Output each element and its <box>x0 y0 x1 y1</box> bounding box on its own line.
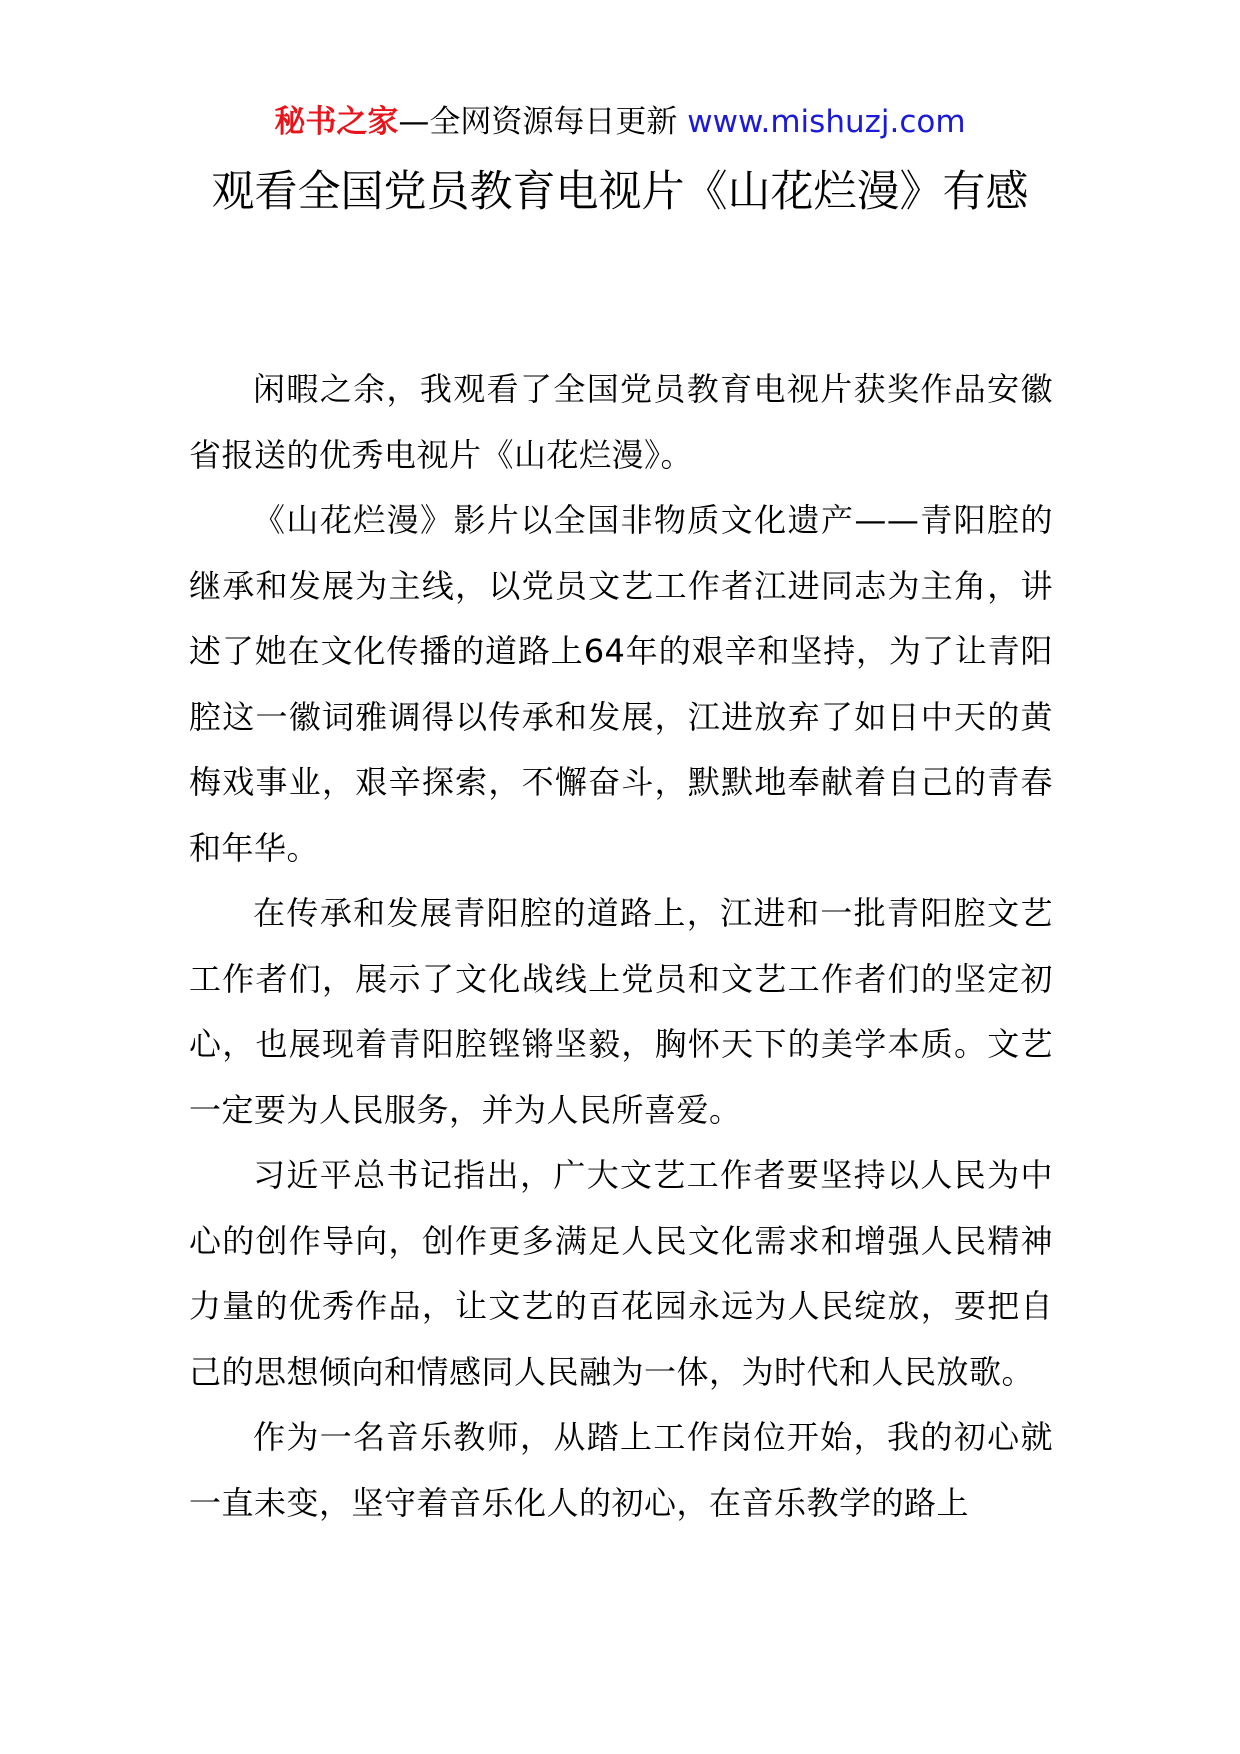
site-tagline: —全网资源每日更新 <box>398 104 678 140</box>
paragraph: 闲暇之余，我观看了全国党员教育电视片获奖作品安徽省报送的优秀电视片《山花烂漫》。 <box>189 370 1053 474</box>
document-title: 观看全国党员教育电视片《山花烂漫》有感 <box>211 167 1029 217</box>
site-url-link[interactable]: www.mishuzj.com <box>687 104 966 140</box>
site-brand: 秘书之家 <box>274 104 399 140</box>
paragraph: 《山花烂漫》影片以全国非物质文化遗产——青阳腔的继承和发展为主线，以党员文艺工作者江进同志为主角，讲述了她在文化传播的道路上64年的艰辛和坚持，为了让青阳腔这一徽词雅调得以传承和发展，江进放弃了如日中天的黄梅戏事业，艰辛探索，不懈奋斗，默默地奉献着自己的青春和年华。 <box>189 501 1053 867</box>
paragraph: 在传承和发展青阳腔的道路上，江进和一批青阳腔文艺工作者们，展示了文化战线上党员和文艺工作者们的坚定初心，也展现着青阳腔铿锵坚毅，胸怀天下的美学本质。文艺一定要为人民服务，并为人民所喜爱。 <box>189 894 1053 1129</box>
paragraph: 作为一名音乐教师，从踏上工作岗位开始，我的初心就一直未变，坚守着音乐化人的初心，在音乐教学的路上 <box>189 1418 1053 1522</box>
document-body <box>189 357 1053 1536</box>
site-header <box>0 100 1240 144</box>
paragraph: 习近平总书记指出，广大文艺工作者要坚持以人民为中心的创作导向，创作更多满足人民文化需求和增强人民精神力量的优秀作品，让文艺的百花园永远为人民绽放，要把自己的思想倾向和情感同人民融为一体，为时代和人民放歌。 <box>189 1156 1053 1391</box>
